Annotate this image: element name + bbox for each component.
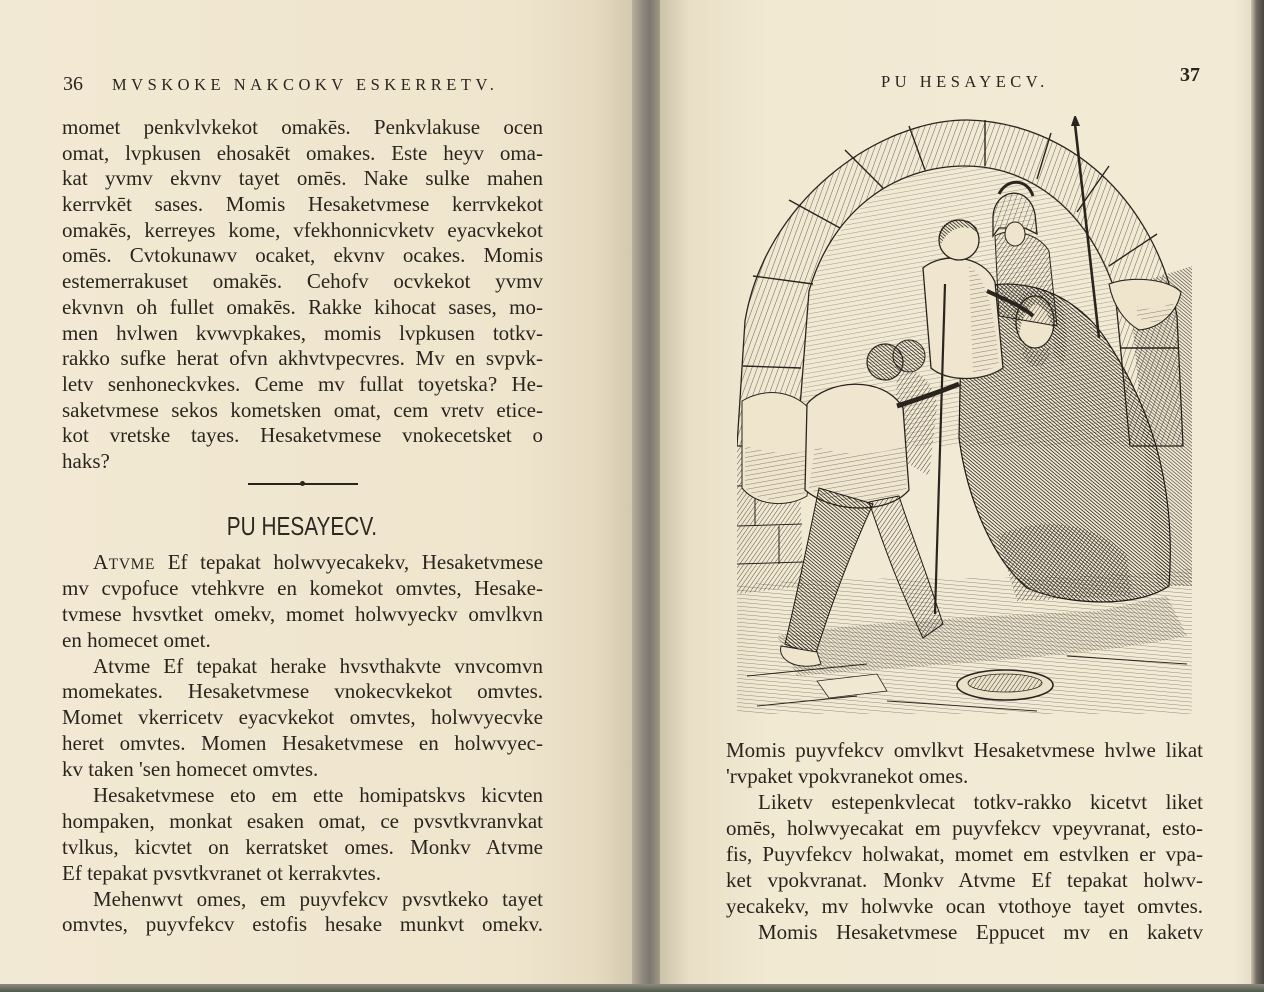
book-gutter (632, 0, 662, 992)
text-line: rakko sufke herat ofvn akhvtvpecvres. Mv en svpvk- (62, 346, 543, 371)
continued-paragraph (62, 115, 543, 475)
running-head-left: MVSKOKE NAKCOKV ESKERRETV. (112, 75, 499, 94)
kneeling-man-head (867, 344, 903, 380)
text-line: men hvlwen kvwvpkakes, momis lvpkusen totkv- (62, 320, 543, 345)
spear-tip (1071, 116, 1080, 126)
section-body (62, 550, 543, 938)
text-line: yecakekv, mv holwvke ocan vtothoye tayet omvtes. (726, 894, 1203, 918)
text-line: omēs. Cvtokunawv ocaket, ekvnv ocakes. Momis (62, 243, 543, 268)
page-number-right: 37 (1180, 64, 1200, 86)
text-line: tvlkus, kicvtet on kerratsket omes. Monkv Atvme (62, 834, 543, 859)
paragraph-first-line (62, 550, 543, 576)
section-divider-dot (300, 481, 305, 486)
text-line: letv senhoneckvkes. Ceme mv fullat toyetska? He- (62, 371, 543, 396)
text-line: omēs, holwvyecakat em puyvfekcv vpeyvranat, esto- (726, 816, 1203, 840)
soldier-face (1005, 222, 1025, 246)
engraving-illustration (737, 116, 1192, 714)
text-line: Momet vkerricetv eyacvkekot omvtes, holwvyecvke (62, 705, 543, 730)
text-line: 'rvpaket vpokvranekot omes. (726, 764, 969, 788)
text-line: kerrvkēt sases. Momis Hesaketvmese kerrvkekot (62, 192, 543, 217)
text-line: haks? (62, 448, 110, 473)
text-line: omat, lvpkusen ehosakēt omakes. Este heyv oma- (62, 140, 543, 165)
text-line: omvtes, puyvfekcv estofis hesake munkvt omekv. (62, 912, 543, 937)
page-number-left: 36 (63, 73, 83, 95)
section-title-text: PU HESAYECV. (226, 511, 378, 541)
running-head-right: PU HESAYECV. (881, 72, 1049, 91)
text-line: heret omvtes. Momen Hesaketvmese en holwvyec- (62, 731, 543, 756)
text-line: momet penkvlvkekot omakēs. Penkvlakuse ocen (62, 115, 543, 139)
page-edge-right (1251, 0, 1264, 992)
page-edge-bottom (0, 984, 1264, 992)
text-line: omakēs, kerreyes kome, vfekhonnicvketv eyacvkekot (62, 217, 543, 242)
text-line: kat yvmv ekvnv tayet omēs. Nake sulke mahen (62, 166, 543, 191)
text-line: ekvnvn oh fullet omakēs. Rakke kihocat sases, mo- (62, 294, 543, 319)
text-line: fis, Puyvfekcv holwakat, momet em estvlken er vpa- (726, 842, 1203, 866)
right-page-body (726, 737, 1203, 945)
text-line: saketvmese sekos kometsken omat, cem vretv etice- (62, 397, 543, 422)
text-line: momekates. Hesaketvmese vnokecvkekot omvtes. (62, 679, 543, 704)
text-line: kv taken 'sen homecet omvtes. (62, 757, 319, 782)
kneeling-man-cloak-shading (745, 446, 807, 500)
paragraph-first-line: Momis Hesaketvmese Eppucet mv en kaketv (758, 920, 1203, 944)
text-line: Momis puyvfekcv omvlkvt Hesaketvmese hvlwe likat (726, 738, 1203, 762)
paragraph-first-line: Atvme Ef tepakat herake hvsvthakvte vnvcomvn (93, 653, 543, 678)
section-title (202, 511, 402, 546)
text-line: hompaken, monkat esaken omat, ce pvsvtkvranvkat (62, 808, 543, 833)
text-line: tvmese hvsvtket omekv, momet holwvyeckv omvlkvn (62, 601, 543, 626)
text-line: en homecet omet. (62, 627, 211, 652)
small-caps-lead: ATVME (93, 550, 156, 574)
text-line: estemerrakuset omakēs. Cehofv ocvkekot yvmv (62, 269, 543, 294)
text-line: Ef tepakat pvsvtkvranet ot kerrakvtes. (62, 860, 381, 885)
paragraph-first-line: Hesaketvmese eto em ette homipatskvs kicvten (93, 783, 543, 808)
text-run: Ef tepakat holwvyecakekv, Hesaketvmese (167, 550, 543, 574)
paragraph-first-line: Liketv estepenkvlecat totkv-rakko kicetvt liket (758, 790, 1203, 814)
paragraph-first-line: Mehenwvt omes, em puyvfekcv pvsvtkeko tayet (93, 886, 543, 911)
text-line: ket vpokvranat. Monkv Atvme Ef tepakat holwv- (726, 868, 1203, 892)
text-line: mv cvpofuce vtehkvre en komekot omvtes, Hesake- (62, 575, 543, 600)
basin-interior (968, 674, 1042, 692)
text-line: kot vretske tayes. Hesaketvmese vnokecetsket o (62, 423, 543, 448)
